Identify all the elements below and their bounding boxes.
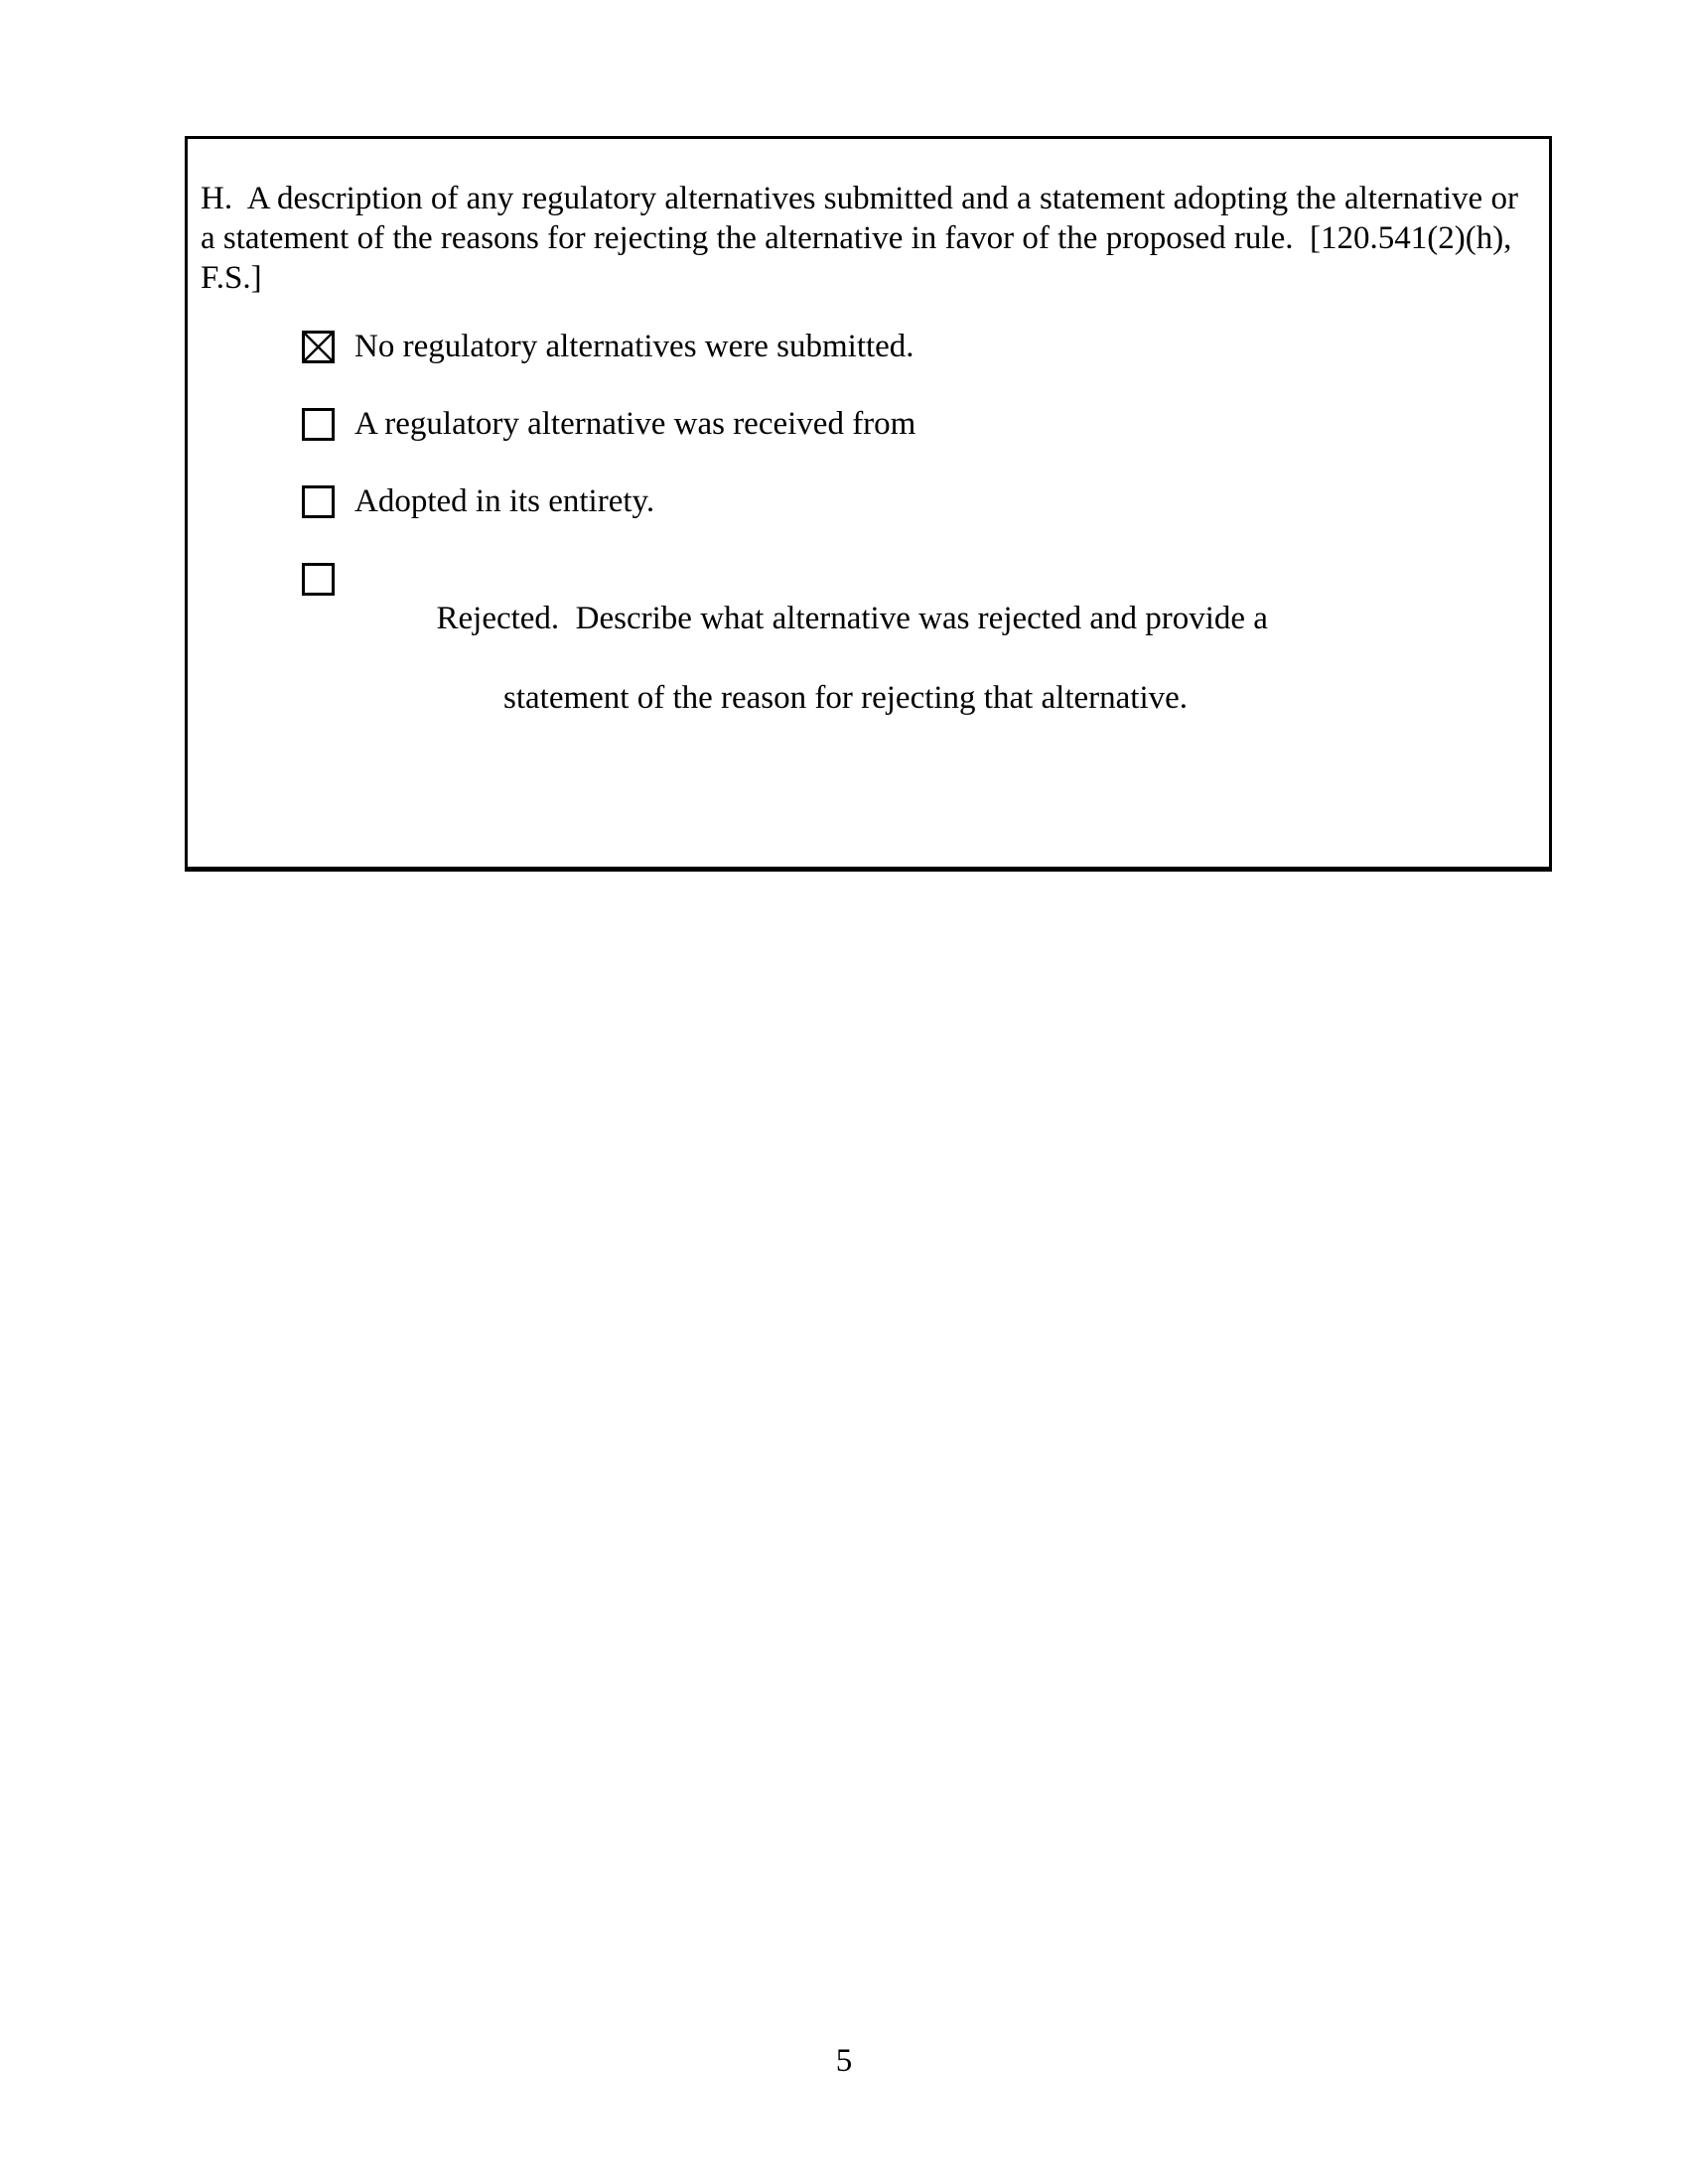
option-row-rejected bbox=[302, 559, 1533, 797]
section-h-heading bbox=[201, 179, 1533, 298]
option-label-adopted: Adopted in its entirety. bbox=[354, 483, 655, 519]
section-h-heading-line-2: a statement of the reasons for rejecting the alternative in favor of the proposed rule. [120.541(2)(h), bbox=[201, 220, 1512, 256]
section-h-heading-line-1: H. A description of any regulatory alternatives submitted and a statement adopting the alternative or bbox=[201, 181, 1518, 216]
x-mark-icon bbox=[305, 334, 332, 360]
option-label-rejected-line-1: Rejected. Describe what alternative was rejected and provide a bbox=[436, 601, 1268, 636]
page-number: 5 bbox=[835, 2043, 853, 2079]
section-h-container bbox=[185, 136, 1552, 872]
section-h-heading-line-3: F.S.] bbox=[201, 260, 262, 296]
checkbox-no-alternatives[interactable] bbox=[302, 331, 335, 363]
option-label-rejected bbox=[354, 559, 1268, 797]
option-row-adopted bbox=[302, 481, 1533, 521]
section-h-options bbox=[302, 327, 1533, 797]
checkbox-alternative-received[interactable] bbox=[302, 408, 335, 441]
option-label-alternative-received: A regulatory alternative was received from bbox=[354, 406, 916, 442]
option-row-no-alternatives bbox=[302, 327, 1533, 366]
option-label-no-alternatives: No regulatory alternatives were submitted. bbox=[354, 329, 914, 364]
checkbox-rejected[interactable] bbox=[302, 563, 335, 596]
option-row-alternative-received bbox=[302, 404, 1533, 444]
option-label-rejected-line-2: statement of the reason for rejecting that alternative. bbox=[503, 680, 1189, 716]
checkbox-adopted[interactable] bbox=[302, 485, 335, 518]
